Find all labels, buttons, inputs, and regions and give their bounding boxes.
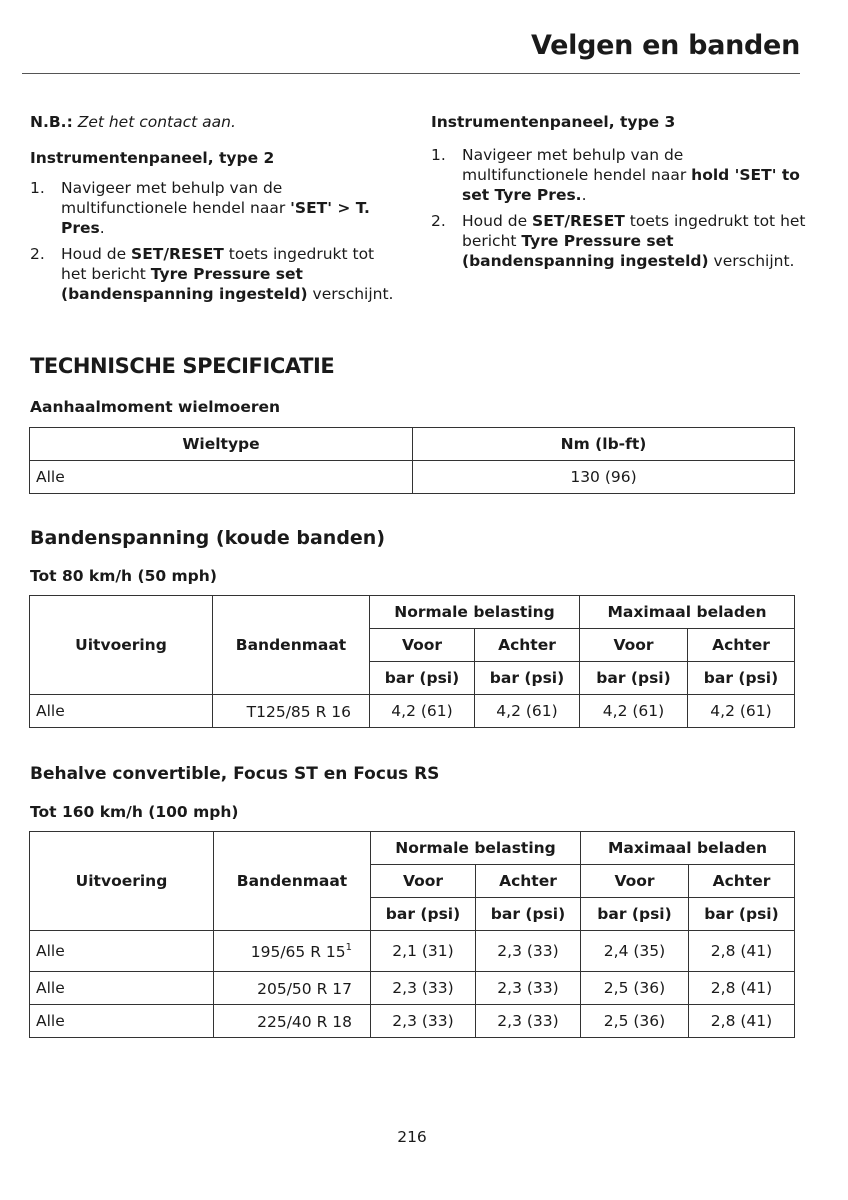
tech-spec-heading: TECHNISCHE SPECIFICATIE — [30, 354, 335, 378]
tyre-size: 205/50 R 17 — [257, 979, 352, 998]
table-cell: 2,3 (33) — [371, 972, 476, 1005]
unit-header: bar (psi) — [370, 662, 475, 695]
column-header: Bandenmaat — [214, 832, 371, 931]
table-header-row — [30, 596, 795, 629]
list-item — [30, 244, 400, 304]
column-header: Bandenmaat — [213, 596, 370, 695]
table-row — [30, 1005, 795, 1038]
torque-heading: Aanhaalmoment wielmoeren — [30, 398, 281, 416]
table-cell: 2,1 (31) — [371, 931, 476, 972]
step-text: toets ingedrukt tot het bericht — [61, 245, 375, 283]
column-header: Achter — [688, 629, 795, 662]
table-header-row — [30, 428, 795, 461]
table-cell: Alle — [30, 695, 213, 728]
speed-80-heading: Tot 80 km/h (50 mph) — [30, 567, 217, 585]
column-header: Voor — [581, 865, 689, 898]
table-cell: 2,5 (36) — [581, 972, 689, 1005]
column-header: Normale belasting — [371, 832, 581, 865]
table-cell: Alle — [30, 972, 214, 1005]
instrument-panel-type3-heading: Instrumentenpaneel, type 3 — [431, 113, 676, 131]
unit-header: bar (psi) — [476, 898, 581, 931]
table-row — [30, 461, 795, 494]
column-header: Nm (lb-ft) — [413, 428, 795, 461]
table-cell: 130 (96) — [413, 461, 795, 494]
table-cell: 2,3 (33) — [371, 1005, 476, 1038]
step-text: Houd de — [61, 245, 132, 263]
table-cell: 2,8 (41) — [689, 1005, 795, 1038]
table-cell: 2,4 (35) — [581, 931, 689, 972]
column-header: Maximaal beladen — [580, 596, 795, 629]
tyre-size: 195/65 R 15 — [250, 942, 346, 961]
type3-steps — [431, 145, 806, 271]
column-header: Voor — [371, 865, 476, 898]
note-label: N.B.: — [30, 113, 73, 131]
table-cell: Alle — [30, 461, 413, 494]
step-text: Navigeer met behulp van de multifunctionele hendel naar — [462, 146, 692, 184]
table-cell: 2,8 (41) — [689, 931, 795, 972]
column-header: Uitvoering — [30, 832, 214, 931]
step-number: 1. — [431, 146, 446, 164]
step-number: 2. — [30, 245, 45, 263]
table-cell: 4,2 (61) — [370, 695, 475, 728]
page-title: Velgen en banden — [530, 30, 800, 61]
table-row — [30, 695, 795, 728]
tyre-size: 225/40 R 18 — [257, 1012, 352, 1031]
table-cell: 4,2 (61) — [475, 695, 580, 728]
note-text: Zet het contact aan. — [77, 113, 236, 131]
step-bold: 'SET' > T. Pres — [61, 199, 370, 237]
table-cell: 2,5 (36) — [581, 1005, 689, 1038]
column-header: Voor — [370, 629, 475, 662]
list-item — [431, 145, 806, 205]
table-cell — [213, 695, 370, 728]
table-cell: 2,3 (33) — [476, 1005, 581, 1038]
step-number: 2. — [431, 212, 446, 230]
table-cell: 2,3 (33) — [476, 931, 581, 972]
left-column — [30, 112, 400, 310]
table-cell: Alle — [30, 931, 214, 972]
table-row — [30, 972, 795, 1005]
column-header: Wieltype — [30, 428, 413, 461]
column-header: Achter — [475, 629, 580, 662]
list-item — [431, 211, 806, 271]
step-text: verschijnt. — [307, 285, 394, 303]
column-header: Achter — [476, 865, 581, 898]
unit-header: bar (psi) — [580, 662, 688, 695]
column-header: Voor — [580, 629, 688, 662]
unit-header: bar (psi) — [371, 898, 476, 931]
table-cell: 2,8 (41) — [689, 972, 795, 1005]
instrument-panel-type2-heading: Instrumentenpaneel, type 2 — [30, 149, 275, 167]
table-cell — [214, 931, 371, 972]
unit-header: bar (psi) — [689, 898, 795, 931]
table-header-row — [30, 832, 795, 865]
step-text: Navigeer met behulp van de multifunctionele hendel naar — [61, 179, 291, 217]
pressure-table-160 — [29, 831, 795, 1038]
footnote-mark: 1 — [345, 941, 352, 953]
except-heading: Behalve convertible, Focus ST en Focus RS — [30, 764, 440, 784]
right-column — [431, 112, 806, 277]
step-text: . — [581, 186, 587, 204]
page-number: 216 — [397, 1128, 427, 1146]
table-cell: 2,3 (33) — [476, 972, 581, 1005]
column-header: Maximaal beladen — [581, 832, 795, 865]
column-header: Achter — [689, 865, 795, 898]
step-bold: Tyre Pressure set (bandenspanning ingesteld) — [61, 265, 308, 303]
tyre-pressure-heading: Bandenspanning (koude banden) — [30, 527, 386, 549]
step-bold: hold 'SET' to set Tyre Pres. — [462, 166, 800, 204]
step-text: toets ingedrukt tot het bericht — [462, 212, 806, 250]
step-text: verschijnt. — [708, 252, 795, 270]
step-text: Houd de — [462, 212, 533, 230]
step-number: 1. — [30, 179, 45, 197]
unit-header: bar (psi) — [581, 898, 689, 931]
table-cell — [214, 972, 371, 1005]
title-divider — [22, 73, 800, 74]
list-item — [30, 178, 400, 238]
column-header: Normale belasting — [370, 596, 580, 629]
note — [30, 112, 400, 132]
table-cell: 4,2 (61) — [688, 695, 795, 728]
tyre-size: T125/85 R 16 — [246, 702, 351, 721]
pressure-table-80 — [29, 595, 795, 728]
step-text: . — [99, 219, 105, 237]
speed-160-heading: Tot 160 km/h (100 mph) — [30, 803, 239, 821]
step-bold: SET/RESET — [532, 212, 625, 230]
type2-steps — [30, 178, 400, 304]
torque-table — [29, 427, 795, 494]
table-cell — [214, 1005, 371, 1038]
table-row — [30, 931, 795, 972]
unit-header: bar (psi) — [475, 662, 580, 695]
column-header: Uitvoering — [30, 596, 213, 695]
step-bold: Tyre Pressure set (bandenspanning ingesteld) — [462, 232, 709, 270]
table-cell: 4,2 (61) — [580, 695, 688, 728]
unit-header: bar (psi) — [688, 662, 795, 695]
table-cell: Alle — [30, 1005, 214, 1038]
step-bold: SET/RESET — [131, 245, 224, 263]
